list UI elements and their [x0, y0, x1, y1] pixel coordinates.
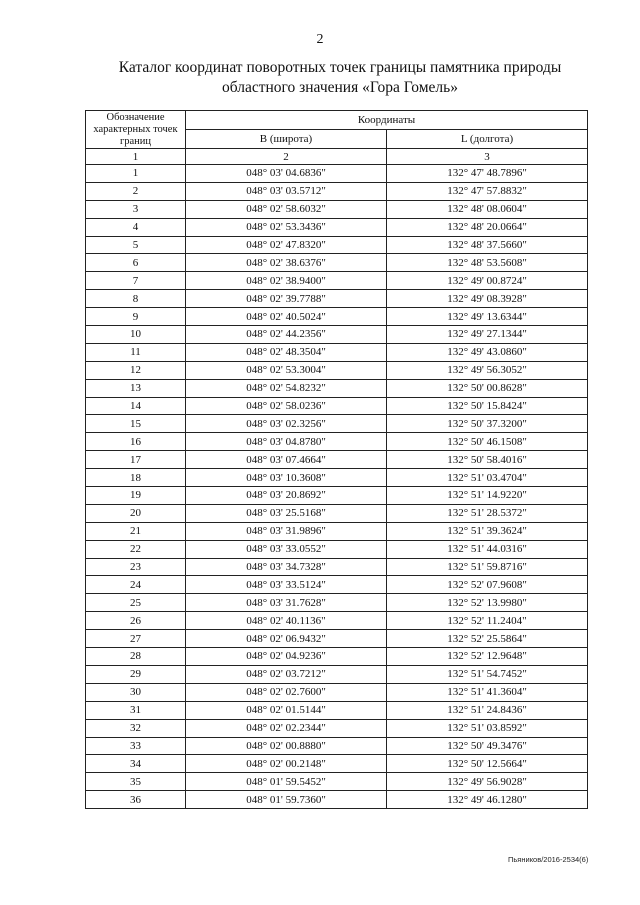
longitude-cell: 132° 49' 27.1344"	[387, 326, 588, 344]
longitude-cell: 132° 52' 25.5864"	[387, 630, 588, 648]
point-number-cell: 2	[86, 182, 186, 200]
longitude-cell: 132° 48' 53.5608"	[387, 254, 588, 272]
point-number-cell: 16	[86, 433, 186, 451]
longitude-cell: 132° 51' 39.3624"	[387, 522, 588, 540]
point-number-cell: 4	[86, 218, 186, 236]
header-coordinates: Координаты	[186, 111, 588, 130]
point-number-cell: 28	[86, 648, 186, 666]
table-row	[86, 683, 588, 701]
latitude-cell: 048° 02' 47.8320"	[186, 236, 387, 254]
point-number-cell: 35	[86, 773, 186, 791]
table-row	[86, 451, 588, 469]
latitude-cell: 048° 02' 06.9432"	[186, 630, 387, 648]
table-row	[86, 612, 588, 630]
latitude-cell: 048° 02' 03.7212"	[186, 665, 387, 683]
header-point-designation: Обозначение характерных точек границ	[86, 111, 186, 149]
longitude-cell: 132° 48' 08.0604"	[387, 200, 588, 218]
longitude-cell: 132° 47' 57.8832"	[387, 182, 588, 200]
latitude-cell: 048° 03' 31.9896"	[186, 522, 387, 540]
table-row	[86, 469, 588, 487]
table-row	[86, 487, 588, 505]
table-row	[86, 737, 588, 755]
latitude-cell: 048° 02' 38.9400"	[186, 272, 387, 290]
latitude-cell: 048° 02' 53.3004"	[186, 361, 387, 379]
longitude-cell: 132° 50' 15.8424"	[387, 397, 588, 415]
point-number-cell: 10	[86, 326, 186, 344]
latitude-cell: 048° 03' 10.3608"	[186, 469, 387, 487]
point-number-cell: 24	[86, 576, 186, 594]
longitude-cell: 132° 50' 46.1508"	[387, 433, 588, 451]
point-number-cell: 8	[86, 290, 186, 308]
longitude-cell: 132° 50' 37.3200"	[387, 415, 588, 433]
document-title	[60, 58, 620, 98]
point-number-cell: 17	[86, 451, 186, 469]
latitude-cell: 048° 02' 54.8232"	[186, 379, 387, 397]
table-row	[86, 236, 588, 254]
latitude-cell: 048° 02' 00.8880"	[186, 737, 387, 755]
table-row	[86, 326, 588, 344]
latitude-cell: 048° 03' 07.4664"	[186, 451, 387, 469]
latitude-cell: 048° 02' 39.7788"	[186, 290, 387, 308]
latitude-cell: 048° 01' 59.5452"	[186, 773, 387, 791]
latitude-cell: 048° 02' 01.5144"	[186, 701, 387, 719]
latitude-cell: 048° 03' 20.8692"	[186, 487, 387, 505]
table-row	[86, 254, 588, 272]
latitude-cell: 048° 01' 59.7360"	[186, 791, 387, 809]
latitude-cell: 048° 02' 38.6376"	[186, 254, 387, 272]
latitude-cell: 048° 02' 48.3504"	[186, 343, 387, 361]
table-row	[86, 594, 588, 612]
table-row	[86, 361, 588, 379]
latitude-cell: 048° 02' 40.1136"	[186, 612, 387, 630]
table-row	[86, 165, 588, 183]
longitude-cell: 132° 50' 58.4016"	[387, 451, 588, 469]
longitude-cell: 132° 51' 14.9220"	[387, 487, 588, 505]
point-number-cell: 12	[86, 361, 186, 379]
longitude-cell: 132° 49' 43.0860"	[387, 343, 588, 361]
table-body	[86, 165, 588, 809]
longitude-cell: 132° 49' 56.3052"	[387, 361, 588, 379]
longitude-cell: 132° 51' 44.0316"	[387, 540, 588, 558]
longitude-cell: 132° 52' 12.9648"	[387, 648, 588, 666]
longitude-cell: 132° 49' 56.9028"	[387, 773, 588, 791]
table-row	[86, 218, 588, 236]
longitude-cell: 132° 49' 46.1280"	[387, 791, 588, 809]
table-row	[86, 719, 588, 737]
header-latitude: B (широта)	[186, 130, 387, 149]
table-row	[86, 200, 588, 218]
table-row	[86, 576, 588, 594]
table-row	[86, 648, 588, 666]
point-number-cell: 18	[86, 469, 186, 487]
latitude-cell: 048° 03' 03.5712"	[186, 182, 387, 200]
point-number-cell: 33	[86, 737, 186, 755]
table-row	[86, 397, 588, 415]
table-row	[86, 791, 588, 809]
point-number-cell: 34	[86, 755, 186, 773]
longitude-cell: 132° 49' 08.3928"	[387, 290, 588, 308]
latitude-cell: 048° 03' 31.7628"	[186, 594, 387, 612]
title-line-2: областного значения «Гора Гомель»	[221, 79, 458, 96]
point-number-cell: 13	[86, 379, 186, 397]
longitude-cell: 132° 51' 59.8716"	[387, 558, 588, 576]
longitude-cell: 132° 52' 13.9980"	[387, 594, 588, 612]
point-number-cell: 27	[86, 630, 186, 648]
longitude-cell: 132° 52' 07.9608"	[387, 576, 588, 594]
longitude-cell: 132° 47' 48.7896"	[387, 165, 588, 183]
point-number-cell: 32	[86, 719, 186, 737]
point-number-cell: 19	[86, 487, 186, 505]
table-row	[86, 415, 588, 433]
latitude-cell: 048° 02' 58.0236"	[186, 397, 387, 415]
point-number-cell: 9	[86, 308, 186, 326]
point-number-cell: 26	[86, 612, 186, 630]
column-number-1: 1	[86, 149, 186, 165]
latitude-cell: 048° 02' 02.7600"	[186, 683, 387, 701]
longitude-cell: 132° 51' 28.5372"	[387, 504, 588, 522]
longitude-cell: 132° 48' 37.5660"	[387, 236, 588, 254]
point-number-cell: 11	[86, 343, 186, 361]
latitude-cell: 048° 03' 33.5124"	[186, 576, 387, 594]
table-row	[86, 665, 588, 683]
latitude-cell: 048° 03' 33.0552"	[186, 540, 387, 558]
table-row	[86, 522, 588, 540]
point-number-cell: 23	[86, 558, 186, 576]
table-row	[86, 630, 588, 648]
latitude-cell: 048° 02' 00.2148"	[186, 755, 387, 773]
latitude-cell: 048° 02' 02.2344"	[186, 719, 387, 737]
point-number-cell: 21	[86, 522, 186, 540]
latitude-cell: 048° 02' 40.5024"	[186, 308, 387, 326]
table-row	[86, 755, 588, 773]
table-row	[86, 343, 588, 361]
point-number-cell: 15	[86, 415, 186, 433]
table-row	[86, 308, 588, 326]
latitude-cell: 048° 02' 58.6032"	[186, 200, 387, 218]
longitude-cell: 132° 49' 00.8724"	[387, 272, 588, 290]
page-number: 2	[316, 32, 324, 47]
point-number-cell: 36	[86, 791, 186, 809]
point-number-cell: 25	[86, 594, 186, 612]
footer-note: Пьяников/2016-2534(6)	[508, 855, 589, 864]
longitude-cell: 132° 50' 00.8628"	[387, 379, 588, 397]
longitude-cell: 132° 51' 03.4704"	[387, 469, 588, 487]
table-row	[86, 290, 588, 308]
point-number-cell: 31	[86, 701, 186, 719]
table-row	[86, 379, 588, 397]
table-row	[86, 433, 588, 451]
table-row	[86, 701, 588, 719]
longitude-cell: 132° 51' 54.7452"	[387, 665, 588, 683]
table-row	[86, 504, 588, 522]
longitude-cell: 132° 51' 03.8592"	[387, 719, 588, 737]
latitude-cell: 048° 03' 04.8780"	[186, 433, 387, 451]
longitude-cell: 132° 51' 41.3604"	[387, 683, 588, 701]
point-number-cell: 22	[86, 540, 186, 558]
point-number-cell: 29	[86, 665, 186, 683]
column-number-3: 3	[387, 149, 588, 165]
longitude-cell: 132° 49' 13.6344"	[387, 308, 588, 326]
longitude-cell: 132° 52' 11.2404"	[387, 612, 588, 630]
point-number-cell: 30	[86, 683, 186, 701]
point-number-cell: 5	[86, 236, 186, 254]
point-number-cell: 14	[86, 397, 186, 415]
table-row	[86, 540, 588, 558]
point-number-cell: 6	[86, 254, 186, 272]
latitude-cell: 048° 03' 34.7328"	[186, 558, 387, 576]
longitude-cell: 132° 51' 24.8436"	[387, 701, 588, 719]
column-number-2: 2	[186, 149, 387, 165]
point-number-cell: 1	[86, 165, 186, 183]
title-line-1: Каталог координат поворотных точек границы памятника природы	[118, 59, 562, 76]
table-row	[86, 558, 588, 576]
point-number-cell: 3	[86, 200, 186, 218]
longitude-cell: 132° 50' 49.3476"	[387, 737, 588, 755]
latitude-cell: 048° 03' 02.3256"	[186, 415, 387, 433]
latitude-cell: 048° 02' 44.2356"	[186, 326, 387, 344]
header-longitude: L (долгота)	[387, 130, 588, 149]
latitude-cell: 048° 02' 04.9236"	[186, 648, 387, 666]
coordinates-table	[85, 110, 588, 809]
table-row	[86, 182, 588, 200]
latitude-cell: 048° 02' 53.3436"	[186, 218, 387, 236]
point-number-cell: 7	[86, 272, 186, 290]
longitude-cell: 132° 48' 20.0664"	[387, 218, 588, 236]
latitude-cell: 048° 03' 25.5168"	[186, 504, 387, 522]
point-number-cell: 20	[86, 504, 186, 522]
table-row	[86, 773, 588, 791]
longitude-cell: 132° 50' 12.5664"	[387, 755, 588, 773]
table-row	[86, 272, 588, 290]
latitude-cell: 048° 03' 04.6836"	[186, 165, 387, 183]
